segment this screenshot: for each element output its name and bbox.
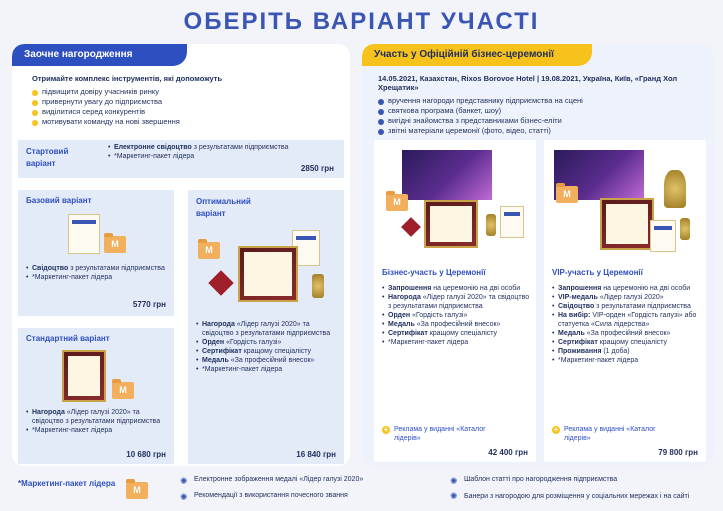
right-intro xyxy=(378,74,708,136)
badge-icon: ✺ xyxy=(180,476,188,486)
business-participation-price: 42 400 грн xyxy=(488,448,528,457)
badge-icon: ✺ xyxy=(450,476,458,486)
marketing-pack-item: ✺ Банери з нагородою для розміщення у соціальних мережах і на сайті xyxy=(450,491,690,501)
award-plaque-image xyxy=(424,200,478,248)
award-plaque-image xyxy=(238,246,298,302)
list-item: привернути увагу до підприємства xyxy=(32,97,342,107)
optimal-variant-price: 16 840 грн xyxy=(296,450,336,459)
list-item: • *Маркетинг-пакет лідера xyxy=(552,356,702,365)
list-item: • *Маркетинг-пакет лідера xyxy=(382,338,530,347)
list-item: • Медаль «За професійний внесок» xyxy=(196,356,340,365)
basic-variant-list xyxy=(26,264,166,282)
start-variant-card[interactable] xyxy=(18,140,344,178)
list-item: підвищити довіру учасників ринку xyxy=(32,87,342,97)
award-plaque-image xyxy=(62,350,106,402)
business-participation-card[interactable] xyxy=(374,140,536,462)
badge-icon: ✺ xyxy=(180,492,188,502)
medal-image xyxy=(486,214,496,236)
list-item: • *Маркетинг-пакет лідера xyxy=(26,273,166,282)
list-item: • На вибір: VIP-орден «Гордість галузі» або статуетка «Сила лідерства» xyxy=(552,311,702,329)
certificate-image xyxy=(68,214,100,254)
award-plaque-image xyxy=(600,198,654,250)
vip-participation-list xyxy=(552,284,702,365)
panel-heading-correspondence: Заочне нагородження xyxy=(12,44,187,66)
catalog-ad-text: Реклама у виданні «Каталог лідерів» xyxy=(564,426,656,442)
list-item: • *Маркетинг-пакет лідера xyxy=(108,152,338,161)
left-intro xyxy=(32,74,342,127)
marketing-pack-item: ✺ Шаблон статті про нагородження підприємства xyxy=(450,476,618,486)
list-item: • Нагорода «Лідер галузі 2020» та свідоцтво з результатами підприємства xyxy=(382,293,530,311)
business-participation-title: Бізнес-участь у Церемонії xyxy=(382,268,486,277)
standard-variant-list xyxy=(26,408,170,435)
start-variant-price: 2850 грн xyxy=(300,164,334,173)
list-item: • Свідоцтво з результатами підприємства xyxy=(26,264,166,273)
basic-variant-card[interactable] xyxy=(18,190,174,316)
page-title: ОБЕРІТЬ ВАРІАНТ УЧАСТІ xyxy=(183,8,540,35)
list-item: • Медаль «За професійний внесок» xyxy=(382,320,530,329)
ceremony-photo xyxy=(402,150,492,200)
folder-icon: M xyxy=(386,194,408,211)
basic-variant-title: Базовий варіант xyxy=(26,196,92,205)
start-variant-title: Стартовий варіант xyxy=(26,147,69,168)
start-variant-list xyxy=(108,143,338,161)
certificate-image xyxy=(650,220,676,252)
list-item: • Медаль «За професійний внесок» xyxy=(552,329,702,338)
list-item: • Орден «Гордість галузі» xyxy=(382,311,530,320)
folder-icon: M xyxy=(112,382,134,399)
list-item: звітні матеріали церемонії (фото, відео, статті) xyxy=(378,126,708,136)
marketing-pack-item: ✺ Електронне зображення медалі «Лідер галузі 2020» xyxy=(180,476,364,486)
list-item: • *Маркетинг-пакет лідера xyxy=(196,365,340,374)
order-image xyxy=(401,217,421,237)
standard-variant-price: 10 680 грн xyxy=(126,450,166,459)
medal-image xyxy=(312,274,324,298)
list-item: вручення нагороди представнику підприємства на сцені xyxy=(378,96,708,106)
list-item: • Нагорода «Лідер галузі 2020» та свідоцтво з результатами підприємства xyxy=(26,408,170,426)
list-item: • Проживання (1 доба) xyxy=(552,347,702,356)
list-item: • Сертифікат кращому спеціалісту xyxy=(382,329,530,338)
list-item: • Запрошення на церемонію на дві особи xyxy=(552,284,702,293)
medal-image xyxy=(680,218,690,240)
list-item: • Запрошення на церемонію на дві особи xyxy=(382,284,530,293)
ceremony-participation-panel xyxy=(362,44,714,466)
list-item: • *Маркетинг-пакет лідера xyxy=(26,426,170,435)
folder-icon: M xyxy=(126,482,148,499)
catalog-ad-text: Реклама у виданні «Каталог лідерів» xyxy=(394,426,486,442)
marketing-pack-item: ✺ Рекомендації з використання почесного звання xyxy=(180,492,348,502)
optimal-variant-card[interactable] xyxy=(188,190,344,464)
marketing-pack-footer xyxy=(0,470,723,511)
list-item: виділитися серед конкурентів xyxy=(32,107,342,117)
list-item: • Нагорода «Лідер галузі 2020» та свідоцтво з результатами підприємства xyxy=(196,320,340,338)
list-item: • VIP-медаль «Лідер галузі 2020» xyxy=(552,293,702,302)
ceremony-dates: 14.05.2021, Казахстан, Rixos Borovoe Hotel | 19.08.2021, Україна, Київ, «Гранд Хол Хрещатик» xyxy=(378,74,678,92)
right-benefits-list xyxy=(378,96,708,136)
list-item: • Сертифікат кращому спеціалісту xyxy=(196,347,340,356)
panel-heading-ceremony: Участь у Офіційній бізнес-церемонії xyxy=(362,44,592,66)
left-intro-title: Отримайте комплекс інструментів, які допоможуть xyxy=(32,74,223,83)
list-item: • Електронне свідоцтво з результатами підприємства xyxy=(108,143,338,152)
statuette-image xyxy=(664,170,686,208)
vip-participation-card[interactable] xyxy=(544,140,706,462)
list-item: мотивувати команду на нові звершення xyxy=(32,117,342,127)
vip-participation-title: VIP-участь у Церемонії xyxy=(552,268,643,277)
order-image xyxy=(208,270,233,295)
optimal-variant-title: Оптимальний варіант xyxy=(196,197,251,218)
list-item: • Орден «Гордість галузі» xyxy=(196,338,340,347)
standard-variant-card[interactable] xyxy=(18,328,174,464)
standard-variant-title: Стандартний варіант xyxy=(26,334,110,343)
certificate-image xyxy=(500,206,524,238)
folder-icon: M xyxy=(198,242,220,259)
list-item: • Свідоцтво з результатами підприємства xyxy=(552,302,702,311)
list-item: святкова програма (банкет, шоу) xyxy=(378,106,708,116)
basic-variant-price: 5770 грн xyxy=(132,300,166,309)
list-item: • Сертифікат кращому спеціалісту xyxy=(552,338,702,347)
correspondence-award-panel xyxy=(12,44,350,466)
plus-icon: + xyxy=(553,425,559,434)
business-participation-list xyxy=(382,284,530,347)
marketing-pack-label: *Маркетинг-пакет лідера xyxy=(18,479,116,488)
list-item: вигідні знайомства з представниками бізнес-еліти xyxy=(378,116,708,126)
optimal-variant-list xyxy=(196,320,340,374)
plus-icon: + xyxy=(383,425,389,434)
folder-icon: M xyxy=(104,236,126,253)
left-benefits-list xyxy=(32,87,342,127)
badge-icon: ✺ xyxy=(450,491,458,501)
vip-participation-price: 79 800 грн xyxy=(658,448,698,457)
folder-icon: M xyxy=(556,186,578,203)
